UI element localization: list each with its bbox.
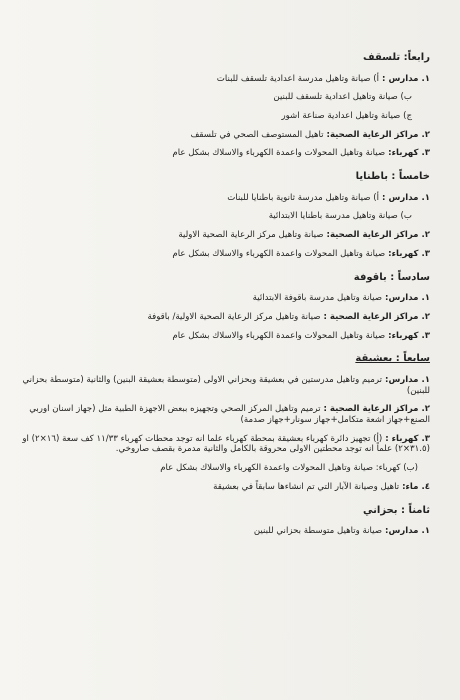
section-title: ثامناً : بحزاني <box>363 504 430 516</box>
section-baqofa <box>16 272 430 342</box>
list-item: ١. مدارس : أ) صيانة وتاهيل مدرسة اعدادية تلسقف للبنات <box>216 73 430 84</box>
section-title: سابعاً : بعشيقة <box>355 353 430 365</box>
list-item: ١. مدارس: صيانة وتاهيل متوسطة بحزاني للبنين <box>253 526 430 537</box>
list-item: ٣. كهرباء : (أ) تجهيز دائرة كهرباء بعشيقة بمحطة كهرباء علما انه توجد محطات كهرباء ١١/٣٣ كف سعة (١٦×٢) او (٣١.٥×٢) علماً انه توجد محطتين الاولى محروقة بالكامل والثانية مدمرة بقصف صاروخي. <box>22 433 430 455</box>
list-item: ٣. كهرباء: صيانة وتاهيل المحولات واعمدة الكهرباء والاسلاك بشكل عام <box>172 148 430 159</box>
list-item: ٤. ماء: تاهيل وصيانة الآبار التي تم انشاءها سابقاً في بعشيقة <box>213 481 430 492</box>
section-bashiqa <box>16 353 430 492</box>
section-title: سادساً : باقوفة <box>353 271 430 283</box>
list-item: (ب) كهرباء: صيانة وتاهيل المحولات واعمدة الكهرباء والاسلاك بشكل عام <box>160 463 418 474</box>
list-item: ب) صيانة وتاهيل مدرسة باطنايا الابتدائية <box>268 211 412 222</box>
section-title: رابعاً: تلسقف <box>363 52 430 63</box>
list-item: ج) صيانة وتاهيل اعدادية صناعة اشور <box>281 110 412 121</box>
section-title: خامساً : باطنايا <box>355 171 430 183</box>
document-body <box>16 52 430 549</box>
list-item: ٢. مراكز الرعاية الصحية: تاهيل المستوصف الصحي في تلسقف <box>190 129 430 140</box>
list-item: ١. مدارس : أ) صيانة وتاهيل مدرسة ثانوية باطنايا للبنات <box>227 192 430 203</box>
list-item: ب) صيانة وتاهيل اعدادية تلسقف للبنين <box>273 92 412 103</box>
list-item: ٣. كهرباء: صيانة وتاهيل المحولات واعمدة الكهرباء والاسلاك بشكل عام <box>172 248 430 259</box>
list-item: ٢. مراكز الرعاية الصحية: صيانة وتاهيل مركز الرعاية الصحية الاولية <box>178 230 430 241</box>
list-item: ٢. مراكز الرعاية الصحية : ترميم وتاهيل المركز الصحي وتجهيزه ببعض الاجهزة الطبية مثل (جهاز اسنان اوربي الصنع+جهاز اشعة متكامل+جهاز سونار+جهاز صدمة) <box>29 404 430 426</box>
list-item: ١. مدارس: ترميم وتاهيل مدرستين في بعشيقة وبحزاني الاولى (متوسطة بعشيقة البنين) والثانية (متوسطة بحزاني للبنين) <box>22 374 430 396</box>
section-tilskuf <box>16 52 430 159</box>
section-bahzani <box>16 505 430 537</box>
list-item: ٣. كهرباء: صيانة وتاهيل المحولات واعمدة الكهرباء والاسلاك بشكل عام <box>172 330 430 341</box>
section-batnaya <box>16 171 430 259</box>
list-item: ٢. مراكز الرعاية الصحية : صيانة وتاهيل مركز الرعاية الصحية الاولية/ باقوفة <box>147 311 430 322</box>
list-item: ١. مدارس: صيانة وتاهيل مدرسة باقوفة الابتدائية <box>252 293 430 304</box>
